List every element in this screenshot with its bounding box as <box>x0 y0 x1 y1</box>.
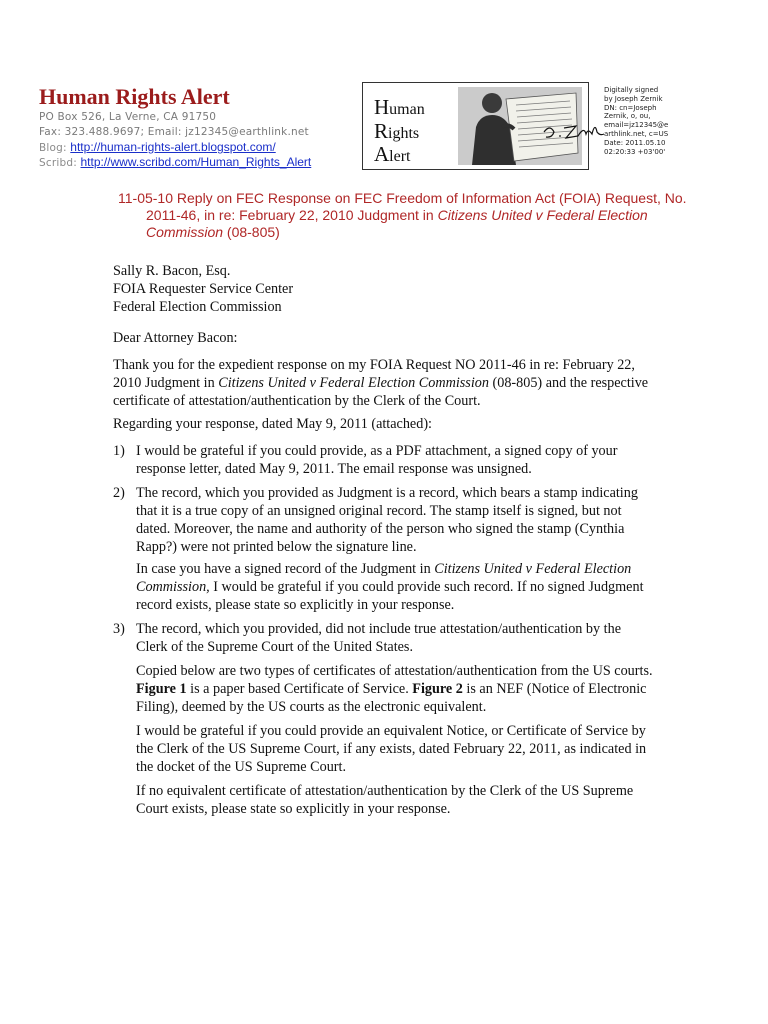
item-number-2: 2) <box>113 485 125 501</box>
blog-label: Blog: <box>39 142 67 154</box>
item-3-request: I would be grateful if you could provide an equivalent Notice, or Certificate of Service by the Clerk of the US Supreme Court, if any exists, dated February 22, 2011, as indicated in the docket of the US Supreme Court. <box>136 723 647 775</box>
blog-link[interactable]: http://human-rights-alert.blogspot.com/ <box>70 140 276 154</box>
recipient-block: Sally R. Bacon, Esq. FOIA Requester Service Center Federal Election Commission <box>113 263 294 315</box>
item-number-1: 1) <box>113 443 125 459</box>
logo-line-2: Rights <box>374 119 420 143</box>
item-3-figures: Copied below are two types of certificates of attestation/authentication from the US courts. Figure 1 is a paper based Certificate of Service. Figure 2 is an NEF (Notice of Electronic Filing), deemed by the US courts as the electronic equivalent. <box>136 663 653 715</box>
fax-email: Fax: 323.488.9697; Email: jz12345@earthlink.net <box>39 126 309 138</box>
item-number-3: 3) <box>113 621 125 637</box>
salutation: Dear Attorney Bacon: <box>113 330 238 346</box>
regarding-line: Regarding your response, dated May 9, 2011 (attached): <box>113 416 432 432</box>
scribd-line <box>39 155 311 169</box>
signature-scrawl-icon <box>540 112 606 146</box>
scribd-label: Scribd: <box>39 157 77 169</box>
logo-line-3: Alert <box>374 142 411 166</box>
item-1: I would be grateful if you could provide, as a PDF attachment, a signed copy of your response letter, dated May 9, 2011. The email response was unsigned. <box>136 443 618 477</box>
item-3-closing: If no equivalent certificate of attestation/authentication by the Clerk of the US Supreme Court exists, please state so explicitly in your response. <box>136 783 634 817</box>
org-name: Human Rights Alert <box>39 84 230 109</box>
item-2-followup: In case you have a signed record of the Judgment in Citizens United v Federal Election Commission, I would be grateful if you could provide such record. If no signed Judgment record exists, please state so explicitly in your response. <box>136 561 644 613</box>
blog-line <box>39 140 276 154</box>
intro-paragraph: Thank you for the expedient response on my FOIA Request NO 2011-46 in re: February 22, 2010 Judgment in Citizens United v Federal Election Commission (08-805) and the respective certificate of attestation/authentication by the Clerk of the Court. <box>113 357 649 409</box>
digital-signature-info: Digitally signed by Joseph Zernik DN: cn=Joseph Zernik, o, ou, email=jz12345@e arthlink.net, c=US Date: 2011.05.10 02:20:33 +03'00' <box>604 86 669 156</box>
subject-line: 11-05-10 Reply on FEC Response on FEC Freedom of Information Act (FOIA) Request, No. 2011-46, in re: February 22, 2010 Judgment in Citizens United v Federal Election Commission (08-805) <box>118 190 687 240</box>
logo-line-1: Human <box>374 95 425 119</box>
address: PO Box 526, La Verne, CA 91750 <box>39 111 217 123</box>
scribd-link[interactable]: http://www.scribd.com/Human_Rights_Alert <box>80 155 312 169</box>
item-2: The record, which you provided as Judgment is a record, which bears a stamp indicating that it is a true copy of an unsigned original record. The stamp itself is signed, but not dated. Moreover, the name and authority of the person who signed the stamp (Cynthia Rapp?) were not printed below the signature line. <box>136 485 638 555</box>
item-3: The record, which you provided, did not include true attestation/authentication by the Clerk of the Supreme Court of the United States. <box>136 621 621 655</box>
